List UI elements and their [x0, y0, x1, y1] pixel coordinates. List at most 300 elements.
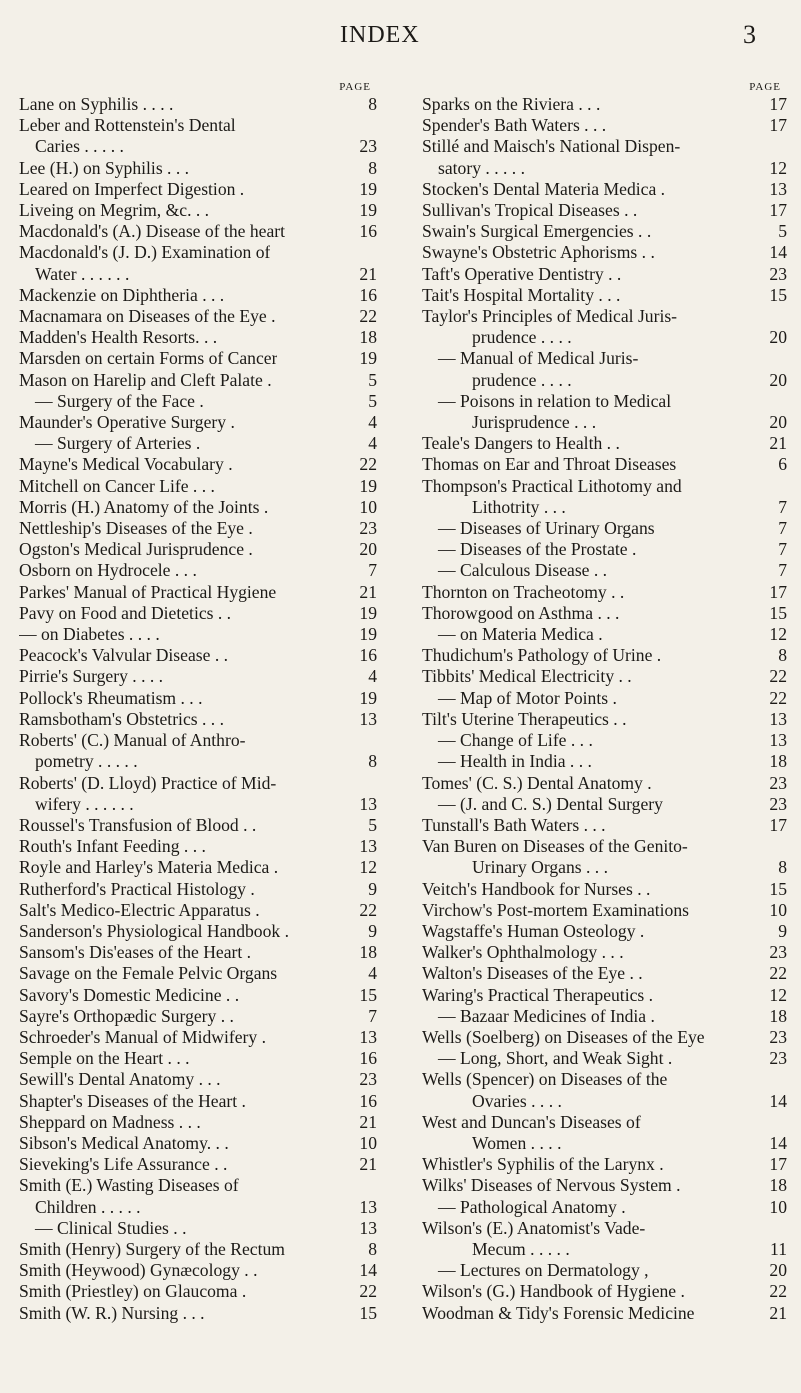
index-entry [19, 857, 377, 878]
index-entry [19, 285, 377, 306]
entry-page: 8 [778, 645, 787, 666]
index-entry [422, 539, 787, 560]
entry-text: Sieveking's Life Assurance . . [19, 1154, 228, 1175]
index-entry [19, 454, 377, 475]
index-entry [422, 412, 787, 433]
entry-page: 9 [368, 878, 377, 899]
entry-text: West and Duncan's Diseases of [422, 1111, 641, 1132]
entry-page: 13 [359, 836, 377, 857]
index-entry [422, 1091, 787, 1112]
entry-page: 13 [359, 708, 377, 729]
entry-page: 4 [368, 412, 377, 433]
index-entry [422, 1281, 787, 1302]
entry-text: Wagstaffe's Human Osteology . [422, 920, 645, 941]
index-entry [422, 518, 787, 539]
entry-page: 13 [769, 730, 787, 751]
page-number: 3 [743, 20, 756, 49]
entry-page: 15 [769, 284, 787, 305]
entry-text: prudence . . . . [472, 327, 572, 348]
index-entry [422, 709, 787, 730]
entry-page: 23 [769, 1048, 787, 1069]
entry-page: 10 [769, 899, 787, 920]
index-entry [422, 836, 787, 857]
entry-text: Lee (H.) on Syphilis . . . [19, 157, 190, 178]
entry-page: 17 [769, 581, 787, 602]
index-entry [19, 1069, 377, 1090]
entry-page: 18 [769, 1005, 787, 1026]
entry-text: Savage on the Female Pelvic Organs [19, 963, 278, 984]
entry-page: 17 [769, 115, 787, 136]
entry-page: 19 [359, 687, 377, 708]
entry-page: 14 [359, 1260, 377, 1281]
index-entry [422, 242, 787, 263]
entry-page: 23 [769, 263, 787, 284]
entry-text: Wilson's (E.) Anatomist's Vade- [422, 1217, 646, 1238]
entry-page: 20 [359, 539, 377, 560]
entry-page: 5 [368, 814, 377, 835]
entry-page: 21 [769, 433, 787, 454]
entry-text: — Poisons in relation to Medical [438, 390, 672, 411]
entry-text: Marsden on certain Forms of Cancer [19, 348, 278, 369]
index-entry [19, 582, 377, 603]
index-entry [422, 115, 787, 136]
index-entry [422, 1154, 787, 1175]
index-entry [422, 857, 787, 878]
entry-text: Nettleship's Diseases of the Eye . [19, 518, 253, 539]
entry-page: 14 [769, 242, 787, 263]
index-entry [19, 1027, 377, 1048]
entry-text: Waring's Practical Therapeutics . [422, 984, 654, 1005]
index-entry [422, 985, 787, 1006]
entry-page: 7 [368, 560, 377, 581]
entry-page: 16 [359, 221, 377, 242]
entry-page: 23 [769, 793, 787, 814]
entry-text: Savory's Domestic Medicine . . [19, 984, 240, 1005]
index-entry [422, 921, 787, 942]
index-entry [422, 773, 787, 794]
entry-text: Stocken's Dental Materia Medica . [422, 178, 666, 199]
entry-page: 10 [359, 496, 377, 517]
entry-page: 16 [359, 1090, 377, 1111]
entry-page: 23 [359, 518, 377, 539]
entry-text: Sansom's Dis'eases of the Heart . [19, 942, 252, 963]
entry-page: 21 [769, 1302, 787, 1323]
index-entry [422, 454, 787, 475]
index-entry [19, 327, 377, 348]
entry-text: Mackenzie on Diphtheria . . . [19, 284, 225, 305]
entry-text: Smith (W. R.) Nursing . . . [19, 1302, 205, 1323]
entry-page: 5 [368, 390, 377, 411]
entry-text: — Surgery of the Face . [35, 390, 204, 411]
entry-page: 23 [769, 1026, 787, 1047]
index-entry [19, 1197, 377, 1218]
index-entry [19, 1048, 377, 1069]
index-entry [422, 1048, 787, 1069]
entry-text: Sewill's Dental Anatomy . . . [19, 1069, 221, 1090]
index-entry [422, 582, 787, 603]
entry-page: 15 [769, 602, 787, 623]
index-entry [19, 179, 377, 200]
index-entry [422, 1303, 787, 1324]
entry-text: Walker's Ophthalmology . . . [422, 942, 624, 963]
entry-page: 10 [769, 1196, 787, 1217]
entry-page: 14 [769, 1090, 787, 1111]
entry-page: 19 [359, 624, 377, 645]
index-entry [422, 179, 787, 200]
entry-page: 4 [368, 666, 377, 687]
entry-text: Virchow's Post-mortem Examinations [422, 899, 689, 920]
entry-text: Tilt's Uterine Therapeutics . . [422, 708, 627, 729]
index-entry [19, 136, 377, 157]
entry-page: 5 [368, 369, 377, 390]
index-entry [422, 603, 787, 624]
entry-page: 20 [769, 369, 787, 390]
entry-text: — Bazaar Medicines of India . [438, 1005, 655, 1026]
entry-page: 7 [778, 518, 787, 539]
entry-text: Smith (Henry) Surgery of the Rectum [19, 1238, 285, 1259]
index-entry [422, 306, 787, 327]
entry-page: 22 [769, 687, 787, 708]
entry-text: Whistler's Syphilis of the Larynx . [422, 1154, 664, 1175]
index-entry [19, 985, 377, 1006]
index-entry [19, 879, 377, 900]
entry-page: 6 [778, 454, 787, 475]
entry-page: 7 [778, 496, 787, 517]
index-entry [19, 1006, 377, 1027]
entry-page: 23 [359, 136, 377, 157]
entry-page: 23 [769, 942, 787, 963]
index-entry [19, 900, 377, 921]
entry-text: Smith (E.) Wasting Diseases of [19, 1175, 239, 1196]
entry-page: 12 [769, 624, 787, 645]
entry-text: Wells (Spencer) on Diseases of the [422, 1069, 668, 1090]
index-entry [19, 221, 377, 242]
index-entry [19, 794, 377, 815]
entry-page: 4 [368, 433, 377, 454]
index-entry [19, 624, 377, 645]
entry-text: Macnamara on Diseases of the Eye . [19, 306, 276, 327]
index-entry [422, 794, 787, 815]
entry-text: Swayne's Obstetric Aphorisms . . [422, 242, 655, 263]
entry-page: 21 [359, 581, 377, 602]
entry-text: Lane on Syphilis . . . . [19, 94, 174, 114]
entry-text: Ramsbotham's Obstetrics . . . [19, 708, 224, 729]
page-title: INDEX [340, 22, 420, 48]
entry-page: 9 [778, 920, 787, 941]
entry-text: — Clinical Studies . . [35, 1217, 187, 1238]
entry-text: Sayre's Orthopædic Surgery . . [19, 1005, 234, 1026]
entry-page: 7 [778, 539, 787, 560]
entry-page: 7 [368, 1005, 377, 1026]
entry-text: Thorowgood on Asthma . . . [422, 602, 620, 623]
entry-page: 8 [368, 157, 377, 178]
entry-page: 15 [359, 984, 377, 1005]
entry-text: Leared on Imperfect Digestion . [19, 178, 245, 199]
entry-text: Teale's Dangers to Health . . [422, 433, 620, 454]
entry-text: — Health in India . . . [438, 751, 592, 772]
entry-text: Spender's Bath Waters . . . [422, 115, 607, 136]
index-entry [422, 391, 787, 412]
entry-text: Schroeder's Manual of Midwifery . [19, 1026, 266, 1047]
entry-page: 20 [769, 1260, 787, 1281]
entry-page: 10 [359, 1132, 377, 1153]
page-column-label: PAGE [749, 81, 781, 93]
entry-page [765, 1069, 787, 1090]
entry-page: 22 [359, 1281, 377, 1302]
index-entry [19, 200, 377, 221]
page-column-label: PAGE [339, 81, 371, 93]
entry-page: 22 [769, 1281, 787, 1302]
index-entry [422, 370, 787, 391]
entry-text: Swain's Surgical Emergencies . . [422, 221, 652, 242]
entry-text: Tunstall's Bath Waters . . . [422, 814, 606, 835]
entry-text: Semple on the Heart . . . [19, 1048, 190, 1069]
entry-text: Veitch's Handbook for Nurses . . [422, 878, 651, 899]
entry-text: Wilson's (G.) Handbook of Hygiene . [422, 1281, 685, 1302]
entry-text: — Long, Short, and Weak Sight . [438, 1048, 673, 1069]
entry-page: 21 [359, 1154, 377, 1175]
entry-page: 17 [769, 1154, 787, 1175]
index-entry [422, 1260, 787, 1281]
index-entry [422, 942, 787, 963]
entry-text: Ovaries . . . . [472, 1090, 562, 1111]
index-entry [19, 836, 377, 857]
index-entry [19, 603, 377, 624]
entry-page [355, 1175, 377, 1196]
entry-text: Mayne's Medical Vocabulary . [19, 454, 233, 475]
index-entry [19, 370, 377, 391]
index-entry [19, 348, 377, 369]
index-entry [19, 518, 377, 539]
entry-text: Water . . . . . . [35, 263, 130, 284]
entry-page: 22 [769, 666, 787, 687]
entry-text: Smith (Heywood) Gynæcology . . [19, 1260, 258, 1281]
entry-page: 5 [778, 221, 787, 242]
index-entry [422, 751, 787, 772]
entry-page: 12 [769, 157, 787, 178]
entry-page: 16 [359, 284, 377, 305]
entry-page: 19 [359, 200, 377, 221]
entry-page: 18 [769, 1175, 787, 1196]
entry-page: 8 [778, 857, 787, 878]
entry-page: 7 [778, 560, 787, 581]
index-entry [19, 1281, 377, 1302]
entry-text: Maunder's Operative Surgery . [19, 412, 235, 433]
entry-text: Rutherford's Practical Histology . [19, 878, 255, 899]
entry-text: Leber and Rottenstein's Dental [19, 115, 236, 136]
entry-text: Urinary Organs . . . [472, 857, 608, 878]
entry-page: 18 [359, 942, 377, 963]
index-entry [422, 348, 787, 369]
index-entry [422, 1133, 787, 1154]
entry-page: 19 [359, 178, 377, 199]
index-entry [19, 751, 377, 772]
index-entry [422, 688, 787, 709]
index-entry [422, 1006, 787, 1027]
index-entry [422, 879, 787, 900]
entry-text: Mason on Harelip and Cleft Palate . [19, 369, 272, 390]
entry-page: 17 [769, 94, 787, 114]
entry-page: 21 [359, 263, 377, 284]
entry-text: Sullivan's Tropical Diseases . . [422, 200, 638, 221]
entry-text: Thomas on Ear and Throat Diseases [422, 454, 677, 475]
entry-text: Tibbits' Medical Electricity . . [422, 666, 632, 687]
entry-page: 8 [368, 1238, 377, 1259]
entry-page: 21 [359, 1111, 377, 1132]
entry-text: Sibson's Medical Anatomy. . . [19, 1132, 229, 1153]
entry-text: Morris (H.) Anatomy of the Joints . [19, 496, 269, 517]
index-entry [19, 412, 377, 433]
index-entry [422, 136, 787, 157]
entry-page: 15 [769, 878, 787, 899]
entry-page [765, 476, 787, 497]
entry-text: Smith (Priestley) on Glaucoma . [19, 1281, 247, 1302]
index-entry [19, 433, 377, 454]
index-entry [422, 1069, 787, 1090]
index-column-left [19, 80, 377, 1324]
index-entry [422, 264, 787, 285]
entry-page: 18 [359, 327, 377, 348]
index-entry [19, 688, 377, 709]
entry-page [355, 773, 377, 794]
index-column-right [422, 80, 787, 1324]
index-entry [19, 921, 377, 942]
entry-page: 13 [769, 178, 787, 199]
entry-text: pometry . . . . . [35, 751, 138, 772]
entry-page: 23 [769, 772, 787, 793]
entry-page: 13 [359, 1196, 377, 1217]
index-entry [19, 94, 377, 115]
index-entry [422, 624, 787, 645]
index-entry [422, 730, 787, 751]
entry-text: Wells (Soelberg) on Diseases of the Eye [422, 1026, 705, 1047]
entry-text: — Manual of Medical Juris- [438, 348, 639, 369]
entry-text: — (J. and C. S.) Dental Surgery [438, 793, 663, 814]
entry-text: Roberts' (C.) Manual of Anthro- [19, 730, 246, 751]
index-entry [422, 900, 787, 921]
entry-text: Pavy on Food and Dietetics . . [19, 602, 232, 623]
entry-text: Tait's Hospital Mortality . . . [422, 284, 621, 305]
entry-text: Lithotrity . . . [472, 496, 566, 517]
entry-text: prudence . . . . [472, 369, 572, 390]
entry-page: 22 [359, 454, 377, 475]
entry-text: Peacock's Valvular Disease . . [19, 645, 229, 666]
index-entry [19, 391, 377, 412]
entry-page: 8 [368, 94, 377, 114]
entry-text: Macdonald's (J. D.) Examination of [19, 242, 271, 263]
entry-page [765, 391, 787, 412]
entry-page: 18 [769, 751, 787, 772]
index-entry [19, 242, 377, 263]
entry-text: — Diseases of Urinary Organs [438, 518, 655, 539]
entry-text: Pirrie's Surgery . . . . [19, 666, 164, 687]
entry-page [765, 836, 787, 857]
index-entry [19, 1303, 377, 1324]
entry-text: — on Materia Medica . [438, 624, 603, 645]
entry-text: Parkes' Manual of Practical Hygiene [19, 581, 277, 602]
entry-text: Liveing on Megrim, &c. . . [19, 200, 210, 221]
entry-page: 15 [359, 1302, 377, 1323]
entry-page: 16 [359, 1048, 377, 1069]
entry-text: Pollock's Rheumatism . . . [19, 687, 203, 708]
entry-page: 13 [359, 793, 377, 814]
entry-text: — Calculous Disease . . [438, 560, 608, 581]
index-entry [422, 158, 787, 179]
entry-page [355, 730, 377, 751]
index-entry [19, 1091, 377, 1112]
entry-text: Wilks' Diseases of Nervous System . [422, 1175, 681, 1196]
entry-text: satory . . . . . [438, 157, 525, 178]
index-entry [422, 1027, 787, 1048]
index-entry [422, 497, 787, 518]
index-entry [19, 539, 377, 560]
entry-page [355, 242, 377, 263]
entry-text: — Lectures on Dermatology , [438, 1260, 649, 1281]
entry-page: 22 [359, 899, 377, 920]
entry-text: Osborn on Hydrocele . . . [19, 560, 197, 581]
entry-text: Madden's Health Resorts. . . [19, 327, 218, 348]
entry-text: — Surgery of Arteries . [35, 433, 201, 454]
index-entry [19, 158, 377, 179]
entry-text: Taft's Operative Dentistry . . [422, 263, 622, 284]
entry-page [355, 115, 377, 136]
entry-text: Taylor's Principles of Medical Juris- [422, 306, 678, 327]
entry-page: 19 [359, 475, 377, 496]
entry-text: Ogston's Medical Jurisprudence . [19, 539, 253, 560]
entry-text: Royle and Harley's Materia Medica . [19, 857, 279, 878]
index-entry [19, 560, 377, 581]
index-entry [422, 433, 787, 454]
entry-text: Tomes' (C. S.) Dental Anatomy . [422, 772, 652, 793]
entry-page: 23 [359, 1069, 377, 1090]
index-entry [19, 963, 377, 984]
entry-text: Women . . . . [472, 1132, 562, 1153]
index-entry [19, 1133, 377, 1154]
entry-page: 8 [368, 751, 377, 772]
index-entry [422, 1175, 787, 1196]
index-entry [422, 1239, 787, 1260]
index-entry [422, 1197, 787, 1218]
index-entry [422, 94, 787, 115]
entry-page [765, 348, 787, 369]
entry-text: Walton's Diseases of the Eye . . [422, 963, 643, 984]
index-entry [19, 709, 377, 730]
index-entry [19, 666, 377, 687]
index-entry [19, 1112, 377, 1133]
entry-page: 13 [769, 708, 787, 729]
entry-page: 17 [769, 814, 787, 835]
index-entry [422, 285, 787, 306]
entry-text: Mitchell on Cancer Life . . . [19, 475, 215, 496]
entry-text: Thudichum's Pathology of Urine . [422, 645, 662, 666]
entry-text: Shapter's Diseases of the Heart . [19, 1090, 246, 1111]
index-entry [19, 115, 377, 136]
entry-page [765, 1112, 787, 1133]
entry-page: 13 [359, 1026, 377, 1047]
entry-page: 12 [359, 857, 377, 878]
index-entry [422, 327, 787, 348]
entry-text: Thompson's Practical Lithotomy and [422, 475, 682, 496]
entry-text: Roussel's Transfusion of Blood . . [19, 814, 257, 835]
entry-text: Salt's Medico-Electric Apparatus . [19, 899, 260, 920]
entry-page [765, 136, 787, 157]
entry-page: 11 [770, 1238, 787, 1259]
index-entry [422, 1218, 787, 1239]
entry-page: 9 [368, 920, 377, 941]
entry-text: Caries . . . . . [35, 136, 124, 157]
index-entry [19, 476, 377, 497]
entry-page: 12 [769, 984, 787, 1005]
